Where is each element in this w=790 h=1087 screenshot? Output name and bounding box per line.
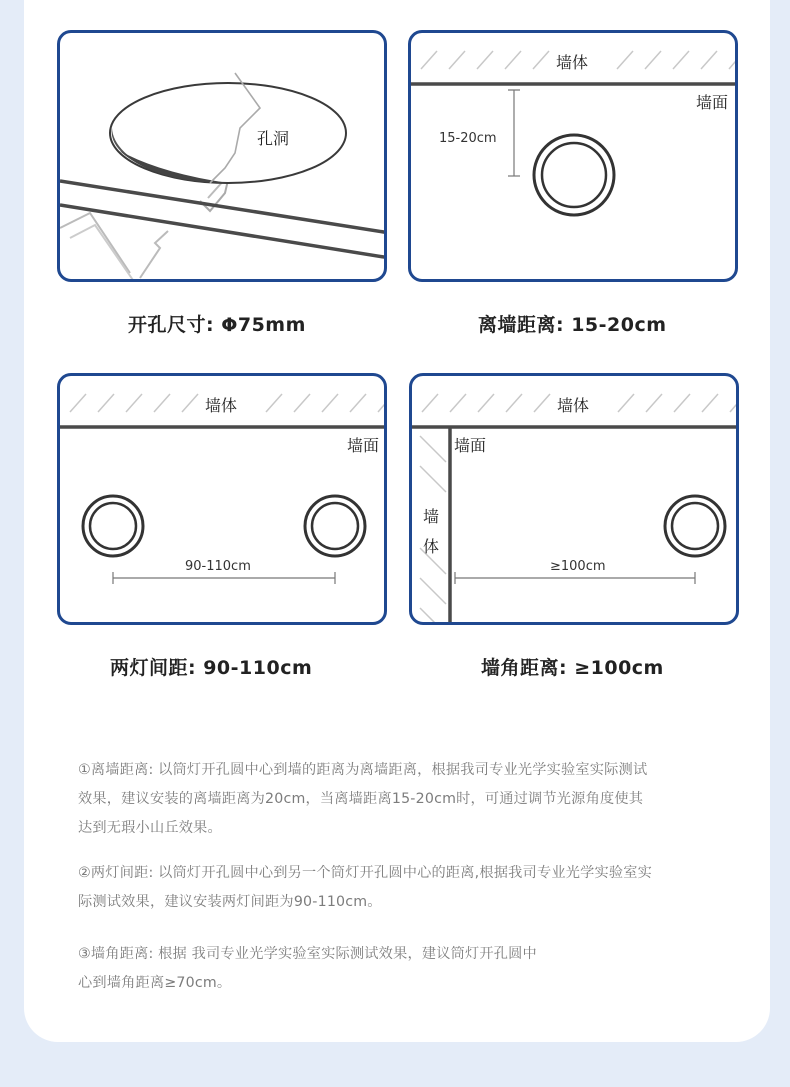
wall-surface-label: 墙面 <box>347 436 380 455</box>
note-line: ①离墙距离: 以筒灯开孔圆中心到墙的距离为离墙距离，根据我司专业光学实验室实际测试 <box>78 762 648 778</box>
note-line: 心到墙角距离≥70cm。 <box>78 975 232 991</box>
corner-distance-dimension: ≥100cm <box>550 559 606 574</box>
side-wall-label-2: 体 <box>423 537 440 556</box>
wall-label: 墙体 <box>557 396 590 415</box>
note-line: ③墙角距离: 根据 我司专业光学实验室实际测试效果，建议筒灯开孔圆中 <box>78 946 537 962</box>
hole-size-panel <box>57 30 387 282</box>
hole-size-caption: 开孔尺寸: Φ75mm <box>128 314 306 336</box>
hole-label: 孔洞 <box>257 129 290 148</box>
lamp-spacing-panel <box>57 373 387 625</box>
wall-distance-dimension: 15-20cm <box>439 131 497 146</box>
note-corner-distance <box>78 940 738 998</box>
lamp-spacing-caption: 两灯间距: 90-110cm <box>110 657 313 679</box>
corner-distance-panel <box>409 373 739 625</box>
lamp-spacing-dimension: 90-110cm <box>185 559 251 574</box>
corner-distance-caption: 墙角距离: ≥100cm <box>481 657 664 679</box>
wall-label: 墙体 <box>205 396 238 415</box>
wall-label: 墙体 <box>556 53 589 72</box>
note-line: 效果，建议安装的离墙距离为20cm，当离墙距离15-20cm时，可通过调节光源角度使其 <box>78 791 644 807</box>
wall-surface-label: 墙面 <box>454 436 487 455</box>
note-line: 达到无瑕小山丘效果。 <box>78 820 222 836</box>
side-wall-label-1: 墙 <box>423 507 440 526</box>
wall-distance-panel <box>408 30 738 282</box>
wall-surface-label: 墙面 <box>696 93 729 112</box>
note-line: 际测试效果，建议安装两灯间距为90-110cm。 <box>78 894 382 910</box>
note-lamp-spacing <box>78 859 738 917</box>
note-line: ②两灯间距: 以筒灯开孔圆中心到另一个筒灯开孔圆中心的距离,根据我司专业光学实验室实 <box>78 865 653 881</box>
wall-distance-caption: 离墙距离: 15-20cm <box>478 314 667 336</box>
note-wall-distance <box>78 756 738 843</box>
ceiling-hole-illustration <box>60 33 387 282</box>
